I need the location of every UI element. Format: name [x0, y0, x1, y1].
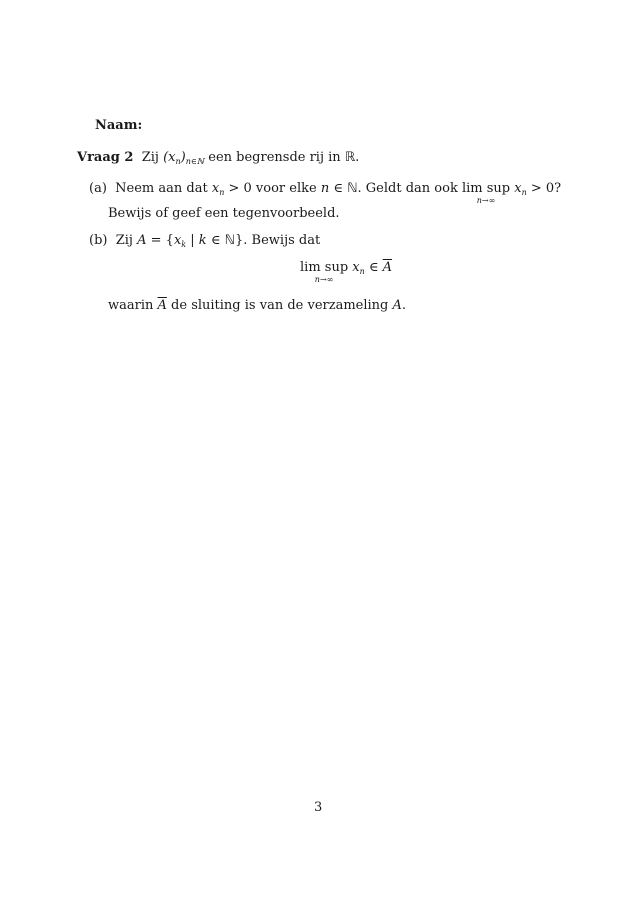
part-b-closing-line: waarin $\overline{A}$ de sluiting is van de verzameling A. — [108, 298, 407, 313]
display-limsup: lim sup n→∞ — [300, 260, 349, 284]
set-A: A — [392, 298, 402, 313]
display-x: $x_n$ — [352, 260, 365, 276]
part-a-math1: $x_n$ — [211, 181, 225, 197]
question-zij: Zij — [141, 150, 159, 165]
part-a-math2-rel: ∈ — [329, 181, 348, 196]
part-a-text1: Neem aan dat — [115, 181, 208, 196]
closure-A: $\overline{A}$ — [157, 298, 167, 313]
question-heading — [77, 150, 359, 165]
display-limsup-under: n→∞ — [314, 275, 334, 284]
part-a-limsup-under: n→∞ — [476, 196, 496, 205]
page-number: 3 — [314, 800, 323, 815]
reals-symbol: ℝ — [344, 150, 356, 165]
name-label: Naam: — [95, 118, 143, 133]
part-a-math1-rel: > 0 — [224, 181, 252, 196]
part-b-label: (b) — [89, 233, 108, 248]
part-a-limsup: lim sup n→∞ — [461, 181, 511, 205]
part-a-math3: $x_n$ — [514, 181, 527, 197]
part-a-label: (a) — [89, 181, 107, 196]
part-b-text2: . Bewijs dat — [243, 233, 321, 248]
part-a-math3-rel: > 0? — [526, 181, 562, 196]
part-b-text1: Zij — [115, 233, 133, 248]
question-period: . — [355, 150, 360, 165]
part-a-line2: Bewijs of geef een tegenvoorbeeld. — [108, 206, 340, 221]
part-a-line1 — [89, 181, 562, 205]
part-a-text3: . Geldt dan ook — [357, 181, 458, 196]
part-a-text2: voor elke — [255, 181, 317, 196]
part-a-math2: n — [320, 181, 330, 196]
set-definition: $A = \{x_k$ | k ∈ ℕ} — [137, 233, 244, 249]
display-in: ∈ — [364, 260, 383, 275]
question-label: Vraag 2 — [77, 150, 134, 165]
display-formula — [300, 260, 393, 284]
part-b-line1 — [89, 233, 320, 248]
naturals-symbol: ℕ — [347, 181, 358, 196]
question-text: een begrensde rij in — [208, 150, 341, 165]
display-closure-A: $\overline{A}$ — [382, 260, 393, 275]
sequence-symbol: $(x_n)_{n\in ℕ}$ — [163, 150, 205, 166]
